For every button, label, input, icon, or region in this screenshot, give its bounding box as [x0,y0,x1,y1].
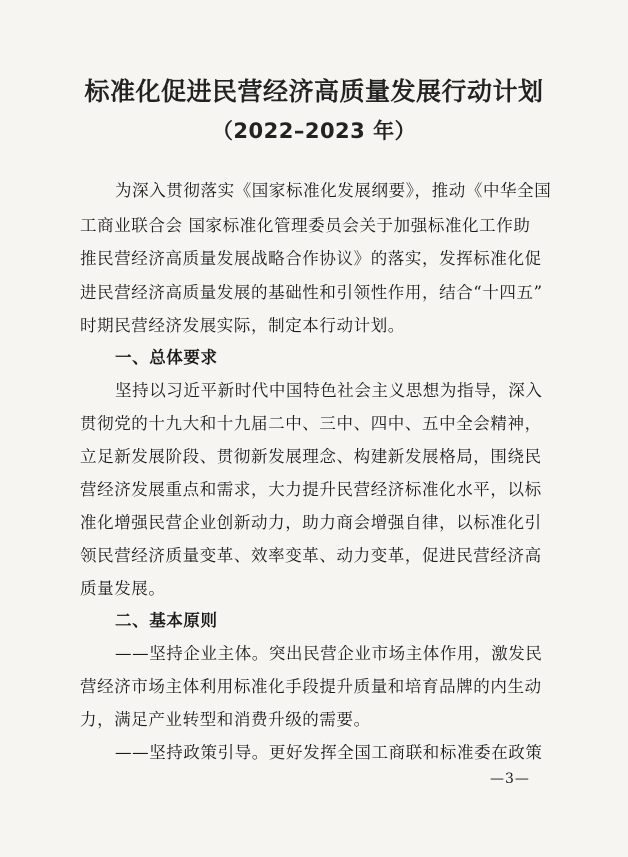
paragraph-line: 时期民营经济发展实际，制定本行动计划。 [80,316,405,335]
paragraph-line: 进民营经济高质量发展的基础性和引领性作用，结合“十四五” [80,283,543,302]
paragraph-line: 营经济市场主体利用标准化手段提升质量和培育品牌的内生动 [80,677,542,696]
paragraph-line: ——坚持政策引导。更好发挥全国工商联和标准委在政策 [115,743,543,762]
paragraph-line: 为深入贯彻落实《国家标准化发展纲要》，推动《中华全国 [115,181,552,200]
paragraph-line: 质量发展。 [80,579,166,598]
document-title: 标准化促进民营经济高质量发展行动计划 [84,77,544,106]
paragraph-line: 准化增强民营企业创新动力，助力商会增强自律，以标准化引 [80,513,542,532]
document-subtitle-years: （2022–2023 年） [211,119,417,143]
paragraph-line: 立足新发展阶段、贯彻新发展理念、构建新发展格局，围绕民 [80,447,542,466]
paragraph-line: 推民营经济高质量发展战略合作协议》的落实，发挥标准化促 [80,249,542,268]
paragraph-line: 工商业联合会 国家标准化管理委员会关于加强标准化工作助 [80,216,531,235]
section-heading: 一、总体要求 [115,348,218,367]
page-number: —3— [490,771,530,787]
section-heading: 二、基本原则 [115,611,218,630]
paragraph-line: 坚持以习近平新时代中国特色社会主义思想为指导，深入 [115,381,543,400]
paragraph-line: 营经济发展重点和需求，大力提升民营经济标准化水平，以标 [80,480,542,499]
paragraph-line: 领民营经济质量变革、效率变革、动力变革，促进民营经济高 [80,546,542,565]
paragraph-line: 贯彻党的十九大和十九届二中、三中、四中、五中全会精神， [80,414,542,433]
paragraph-line: ——坚持企业主体。突出民营企业市场主体作用，激发民 [115,644,543,663]
paragraph-line: 力，满足产业转型和消费升级的需要。 [80,710,371,729]
